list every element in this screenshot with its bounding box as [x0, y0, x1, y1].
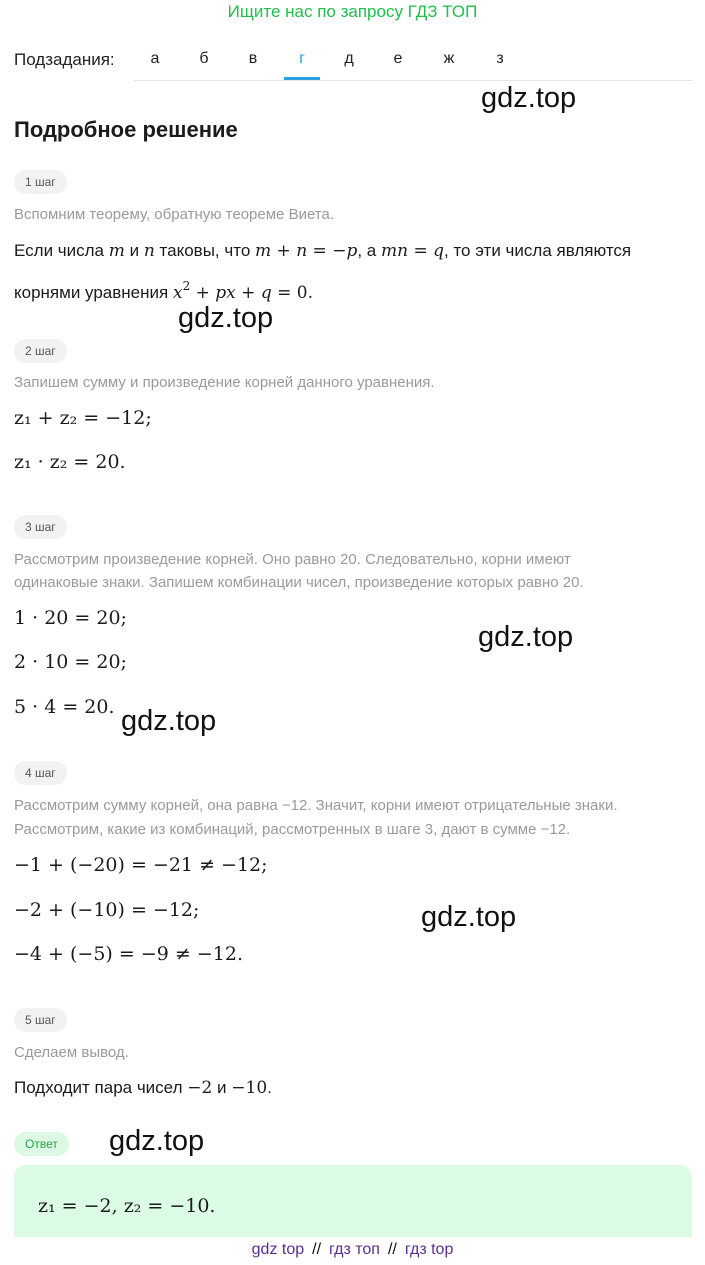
step-4-hint-2: Рассмотрим, какие из комбинаций, рассмотренных в шаге 3, дают в сумме −12.	[14, 821, 571, 838]
step-3-line-3: 5 · 4 = 20.	[14, 696, 115, 718]
tab-a[interactable]: а	[150, 50, 160, 67]
step-3-line-2: 2 · 10 = 20;	[14, 651, 127, 673]
math-m: m	[108, 241, 125, 261]
watermark: gdz.top	[421, 901, 517, 933]
watermark: gdz.top	[121, 705, 217, 737]
math-sum: m	[255, 241, 272, 261]
watermark: gdz.top	[478, 621, 574, 653]
footer-link-3[interactable]: гдз top	[404, 1241, 454, 1258]
step-2-line-1: z₁ + z₂ = −12;	[14, 407, 152, 429]
step-1-hint: Вспомним теорему, обратную теореме Виета.	[14, 206, 335, 223]
step-5-conclusion: Подходит пара чисел −2 и −10.	[14, 1078, 272, 1098]
step-1-text-a: , а	[357, 241, 377, 260]
step-2-line-2: z₁ · z₂ = 20.	[14, 451, 126, 473]
watermark: gdz.top	[178, 302, 274, 334]
step-3-line-1: 1 · 20 = 20;	[14, 607, 127, 629]
step-3-badge: 3 шаг	[14, 515, 67, 539]
tab-zh[interactable]: ж	[443, 50, 455, 67]
tab-z[interactable]: з	[496, 50, 504, 67]
step-1-text-part1: Если числа	[14, 241, 105, 260]
step-5-text-part1: Подходит пара чисел	[14, 1078, 183, 1097]
step-1-text-such: таковы, что	[159, 241, 251, 260]
tab-v[interactable]: в	[248, 50, 258, 67]
tab-g[interactable]: г	[284, 50, 320, 80]
answer-text: z₁ = −2, z₂ = −10.	[38, 1195, 216, 1217]
answer-box	[14, 1165, 692, 1237]
step-1-text-then: , то эти числа являются	[444, 241, 632, 260]
watermark: gdz.top	[109, 1125, 205, 1157]
footer-links	[0, 1241, 705, 1259]
step-5-text-and: и	[217, 1078, 227, 1097]
tab-d[interactable]: д	[344, 50, 354, 67]
step-1-badge: 1 шаг	[14, 170, 67, 194]
tab-e[interactable]: е	[393, 50, 403, 67]
subtasks-label: Подзадания:	[14, 50, 115, 69]
step-2-badge: 2 шаг	[14, 339, 67, 363]
step-5-value-2: −10	[231, 1078, 268, 1098]
footer-separator: //	[312, 1241, 322, 1258]
step-5-badge: 5 шаг	[14, 1008, 67, 1032]
step-4-line-1: −1 + (−20) = −21 ≠ −12;	[14, 854, 268, 876]
step-1-text-and: и	[129, 241, 140, 260]
step-3-hint-2: одинаковые знаки. Запишем комбинации чисел, произведение которых равно 20.	[14, 574, 584, 591]
tab-b[interactable]: б	[199, 50, 209, 67]
step-1-text-roots: корнями уравнения	[14, 283, 169, 302]
step-5-hint: Сделаем вывод.	[14, 1044, 129, 1061]
math-product: mn	[380, 241, 409, 261]
solution-heading: Подробное решение	[14, 117, 238, 142]
watermark: gdz.top	[481, 82, 577, 114]
math-equation: x	[172, 283, 183, 303]
step-4-line-3: −4 + (−5) = −9 ≠ −12.	[14, 943, 243, 965]
footer-link-1[interactable]: gdz top	[251, 1241, 305, 1258]
step-4-hint-1: Рассмотрим сумму корней, она равна −12. Значит, корни имеют отрицательные знаки.	[14, 797, 618, 814]
step-4-badge: 4 шаг	[14, 761, 67, 785]
step-4-line-2: −2 + (−10) = −12;	[14, 899, 200, 921]
subtasks-tabs	[134, 50, 693, 81]
step-3-hint-1: Рассмотрим произведение корней. Оно равно 20. Следовательно, корни имеют	[14, 551, 571, 568]
step-2-hint: Запишем сумму и произведение корней данного уравнения.	[14, 374, 435, 391]
math-n: n	[143, 241, 155, 261]
search-banner: Ищите нас по запросу ГДЗ ТОП	[227, 2, 478, 21]
answer-badge: Ответ	[14, 1132, 69, 1156]
footer-link-2[interactable]: гдз топ	[329, 1241, 380, 1258]
footer-separator: //	[387, 1241, 397, 1258]
step-1-statement: Если числа m и n таковы, что m + n = −p, а mn = q, то эти числа являются корнями уравнения $x^2$ + px + q = 0.	[14, 241, 632, 303]
step-5-value-1: −2	[187, 1078, 213, 1098]
subtasks-bar	[14, 50, 693, 80]
